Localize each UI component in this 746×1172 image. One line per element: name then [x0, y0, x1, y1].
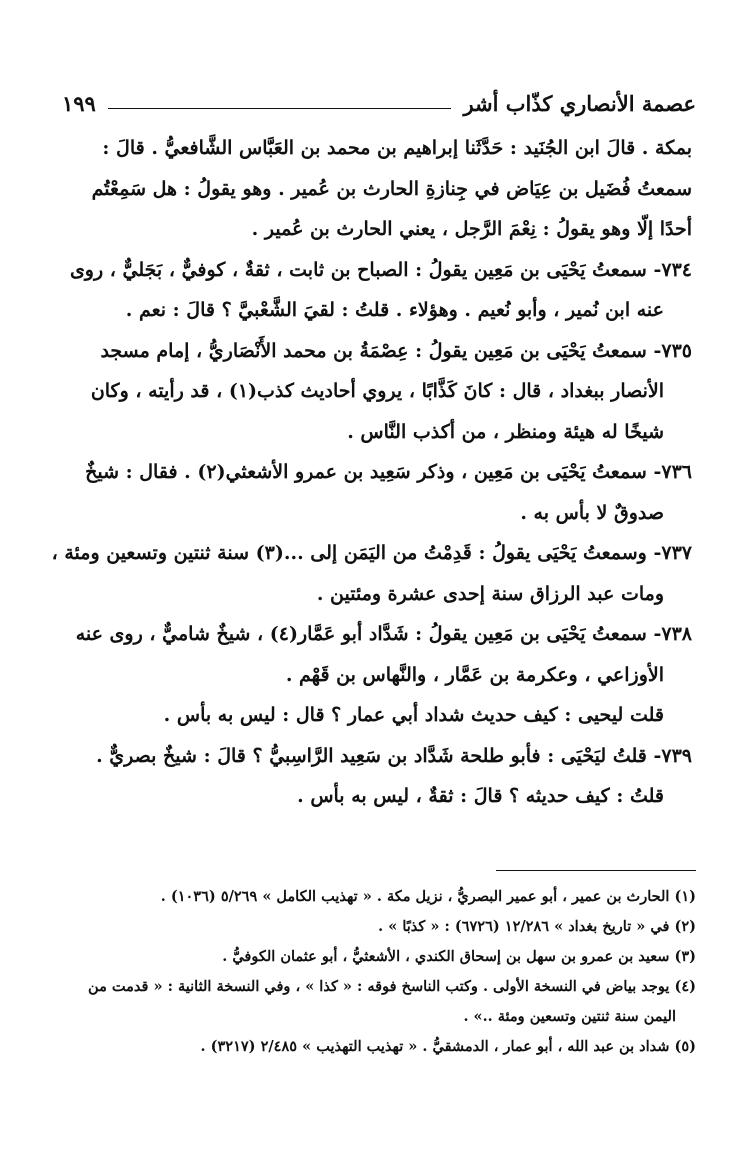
footnote-continuation: اليمن سنة ثنتين وتسعين ومئة ..» . [463, 1008, 676, 1025]
entry-line: سمعتُ يَحْيَى بن مَعِين يقولُ : شَدَّاد أبو عَمَّار(٤) ، شيخٌ شاميٌّ ، روى عنه [75, 623, 647, 645]
entry-line: وسمعتُ يَحْيَى يقولُ : قَدِمْتُ من اليَمَن إلى ...(٣) سنة ثنتين وتسعين ومئة ، [51, 542, 647, 564]
intro-line: أحدًا إلّا وهو يقولُ : نِعْمَ الرَّجل ، يعني الحارث بن عُمير . [251, 218, 692, 240]
entry-739 [50, 736, 692, 777]
entry-line: قلتُ ليَحْيَى : فأبو طلحة شَدَّاد بن سَعِيد الرَّاسِبيُّ ؟ قالَ : شيخٌ بصريٌّ . [96, 744, 647, 767]
entry-line: عنه ابن نُمير ، وأبو نُعيم . وهؤلاء . قلتُ : لقيَ الشَّعْبيَّ ؟ قالَ : نعم . [125, 299, 664, 321]
page-number: ١٩٩ [62, 90, 96, 116]
intro-line: سمعتُ فُضَيل بن عِيَاض في جِنازةِ الحارث بن عُمير . وهو يقولُ : هل سَمِعْتُم [91, 177, 692, 200]
footnotes [50, 882, 696, 1062]
entry-number: ٧٣٧- [653, 542, 692, 564]
footnote: (٣) سعيد بن عمرو بن سهل بن إسحاق الكندي ، الأشعثيُّ ، أبو عثمان الكوفيُّ . [222, 948, 696, 965]
entry-number: ٧٣٨- [653, 623, 692, 645]
footnote: (٥) شداد بن عبد الله ، أبو عمار ، الدمشقيُّ . « تهذيب التهذيب » ٢/٤٨٥ (٣٢١٧) . [200, 1038, 696, 1055]
entry-736 [50, 452, 692, 493]
footnote: (٢) في « تاريخ بغداد » ١٢/٢٨٦ (٦٧٢٦) : « كذبًا » . [378, 918, 696, 935]
entry-line: سمعتُ يَحْيَى بن مَعِين ، وذكر سَعِيد بن عمرو الأشعثي(٢) . فقال : شيخٌ [85, 461, 647, 483]
footnote: (١) الحارث بن عمير ، أبو عمير البصريُّ ، نزيل مكة . « تهذيب الكامل » ٥/٢٦٩ (١٠٣٦) . [160, 888, 696, 905]
entry-line: الأوزاعي ، وعكرمة بن عَمَّار ، والنَّهاس بن قَهْم . [285, 663, 664, 686]
entry-line: صدوقٌ لا بأس به . [520, 501, 664, 524]
running-header [62, 86, 696, 120]
entry-line: شيخًا له هيئة ومنظر ، من أكذب النَّاس . [347, 420, 664, 443]
entry-738 [50, 614, 692, 655]
entry-line: قلتُ : كيف حديثه ؟ قالَ : ثقةٌ ، ليس به بأس . [297, 785, 664, 807]
main-text [50, 128, 692, 817]
entry-number: ٧٣٥- [653, 339, 692, 362]
running-title: عصمة الأنصاري كذّاب أشر [463, 90, 696, 116]
entry-number: ٧٣٤- [653, 258, 692, 281]
footnote-separator [496, 870, 696, 871]
entry-737 [50, 533, 692, 574]
entry-735 [50, 331, 692, 372]
entry-line: الأنصار ببغداد ، قال : كانَ كَذَّابًا ، يروي أحاديث كذب(١) ، قد رأيته ، وكان [90, 380, 664, 402]
entry-line: قلت ليحيى : كيف حديث شداد أبي عمار ؟ قال : ليس به بأس . [163, 704, 664, 726]
footnote: (٤) يوجد بياض في النسخة الأولى . وكتب الناسخ فوقه : « كذا » ، وفي النسخة الثانية : « قدمت من [88, 978, 696, 995]
entry-line: سمعتُ يَحْيَى بن مَعِين يقولُ : الصباح بن ثابت ، ثقةٌ ، كوفيٌّ ، بَجَليٌّ ، روى [69, 258, 647, 281]
entry-line: ومات عبد الرزاق سنة إحدى عشرة ومئتين . [316, 582, 664, 605]
intro-line: بمكة . قالَ ابن الجُنَيد : حَدَّثَنا إبراهيم بن محمد بن العَبَّاس الشَّافعيُّ . قالَ : [102, 137, 692, 159]
entry-734 [50, 250, 692, 291]
entry-line: سمعتُ يَحْيَى بن مَعِين يقولُ : عِصْمَةُ بن محمد الأَنْصَاريُّ ، إمام مسجد [100, 339, 647, 362]
entry-number: ٧٣٩- [653, 744, 692, 767]
header-rule [108, 108, 452, 109]
entry-number: ٧٣٦- [653, 461, 692, 483]
